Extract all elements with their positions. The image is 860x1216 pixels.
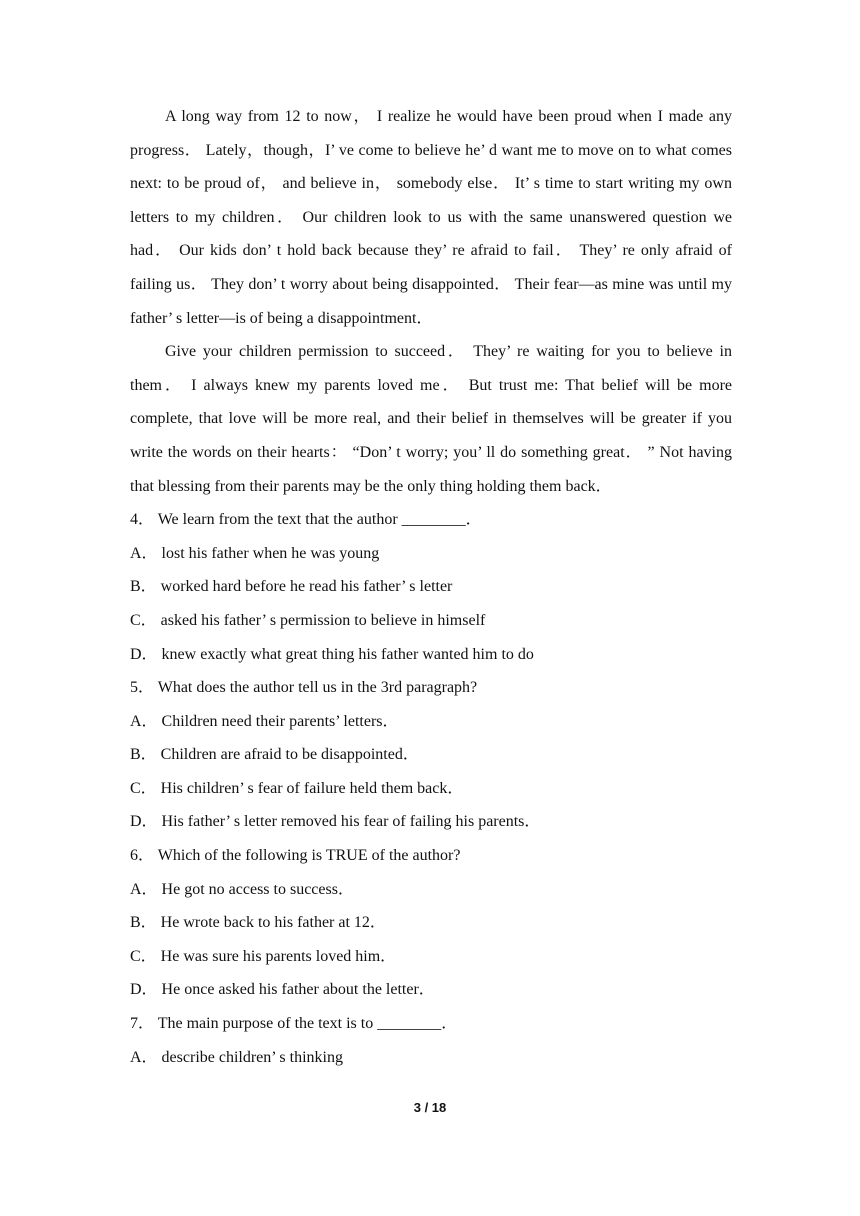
- answer-option: B． worked hard before he read his father’ s letter: [130, 578, 453, 596]
- question-stem: 6． Which of the following is TRUE of the author?: [130, 847, 461, 865]
- answer-option: D． knew exactly what great thing his father wanted him to do: [130, 645, 534, 663]
- document-body: [130, 100, 732, 1074]
- question-7: [130, 1007, 732, 1074]
- passage-paragraph: A long way from 12 to now， I realize he would have been proud when I made any progress． Lately，though，I’ ve come to believe he’ d want me to move on to what comes next: to be proud of， and believe in， somebody else． It’ s time to start writing my own letters to my children． Our children look to us with the same unanswered question we had． Our kids don’ t hold back because they’ re afraid to fail． They’ re only afraid of failing us． They don’ t worry about being disappointed． Their fear—as mine was until my father’ s letter—is of being a disappointment．: [130, 108, 732, 327]
- question-stem: 5． What does the author tell us in the 3rd paragraph?: [130, 679, 478, 697]
- page-number: 3 / 18: [413, 1100, 447, 1115]
- answer-option: C． His children’ s fear of failure held them back．: [130, 779, 464, 797]
- question-5: [130, 671, 732, 839]
- answer-option: D． His father’ s letter removed his fear of failing his parents．: [130, 813, 541, 831]
- question-stem: 4． We learn from the text that the author ________．: [130, 511, 482, 529]
- passage-paragraph: Give your children permission to succeed． They’ re waiting for you to believe in them． I always knew my parents loved me． But trust me: That belief will be more complete, that love will be more real, and their belief in themselves will be greater if you write the words on their hearts： “Don’ t worry; you’ ll do something great． ” Not having that blessing from their parents may be the only thing holding them back．: [130, 343, 732, 495]
- answer-option: B． Children are afraid to be disappointed．: [130, 746, 419, 764]
- answer-option: D． He once asked his father about the letter．: [130, 981, 435, 999]
- answer-option: A． lost his father when he was young: [130, 544, 380, 562]
- answer-option: A． describe children’ s thinking: [130, 1048, 343, 1066]
- answer-option: B． He wrote back to his father at 12．: [130, 914, 386, 932]
- question-stem: 7． The main purpose of the text is to ________．: [130, 1015, 458, 1033]
- answer-option: A． Children need their parents’ letters．: [130, 712, 399, 730]
- question-6: [130, 839, 732, 1007]
- answer-option: C． asked his father’ s permission to believe in himself: [130, 611, 486, 629]
- question-4: [130, 503, 732, 671]
- answer-option: A． He got no access to success．: [130, 880, 354, 898]
- answer-option: C． He was sure his parents loved him．: [130, 947, 397, 965]
